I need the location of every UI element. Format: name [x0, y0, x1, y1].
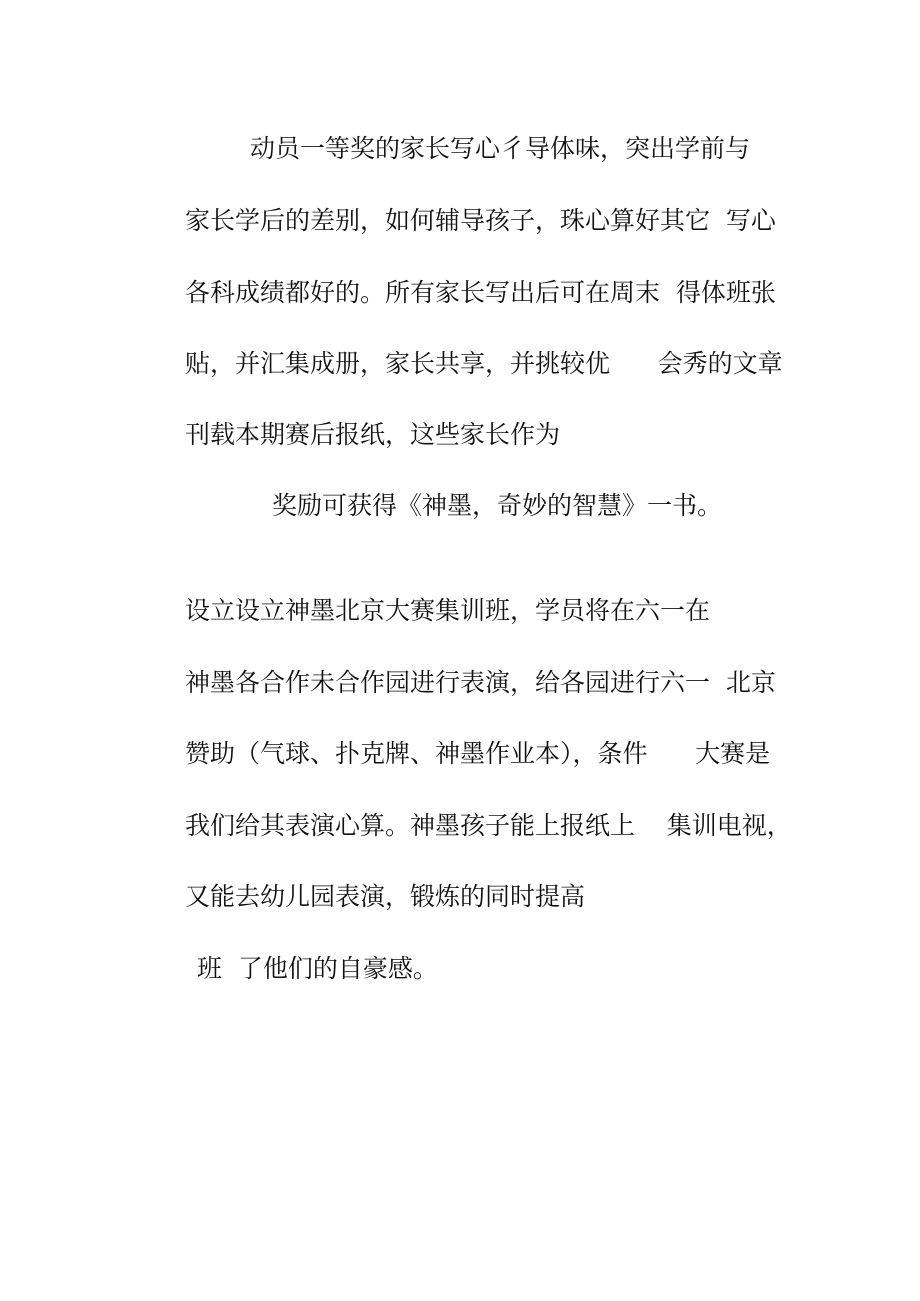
paragraph-2-line-2: 神墨各合作未合作园进行表演，给各园进行六一 北京: [185, 668, 776, 697]
paragraph-1-line-1: 动员一等奖的家长写心彳导体味，突出学前与: [250, 134, 751, 163]
paragraph-2-line-3: 赞助（气球、扑克牌、神墨作业本），条件 大赛是: [185, 739, 771, 768]
paragraph-2-line-4: 我们给其表演心算。神墨孩子能上报纸上 集训电视，: [185, 811, 792, 840]
paragraph-1-line-6: 奖励可获得《神墨，奇妙的智慧》一书。: [272, 491, 723, 520]
paragraph-1-line-2: 家长学后的差别，如何辅导孩子，珠心算好其它 写心: [185, 206, 776, 235]
paragraph-2-line-1: 设立设立神墨北京大赛集训班，学员将在六一在: [185, 596, 711, 625]
paragraph-1-line-3: 各科成绩都好的。所有家长写出后可在周末 得体班张: [185, 278, 776, 307]
paragraph-2-line-6: 班 了他们的自豪感。: [197, 954, 438, 983]
paragraph-1-line-4: 贴，并汇集成册，家长共享，并挑较优 会秀的文章: [185, 349, 783, 378]
paragraph-2-line-5: 又能去幼儿园表演，锻炼的同时提高: [185, 882, 586, 911]
paragraph-1-line-5: 刊载本期赛后报纸，这些家长作为: [185, 420, 561, 449]
